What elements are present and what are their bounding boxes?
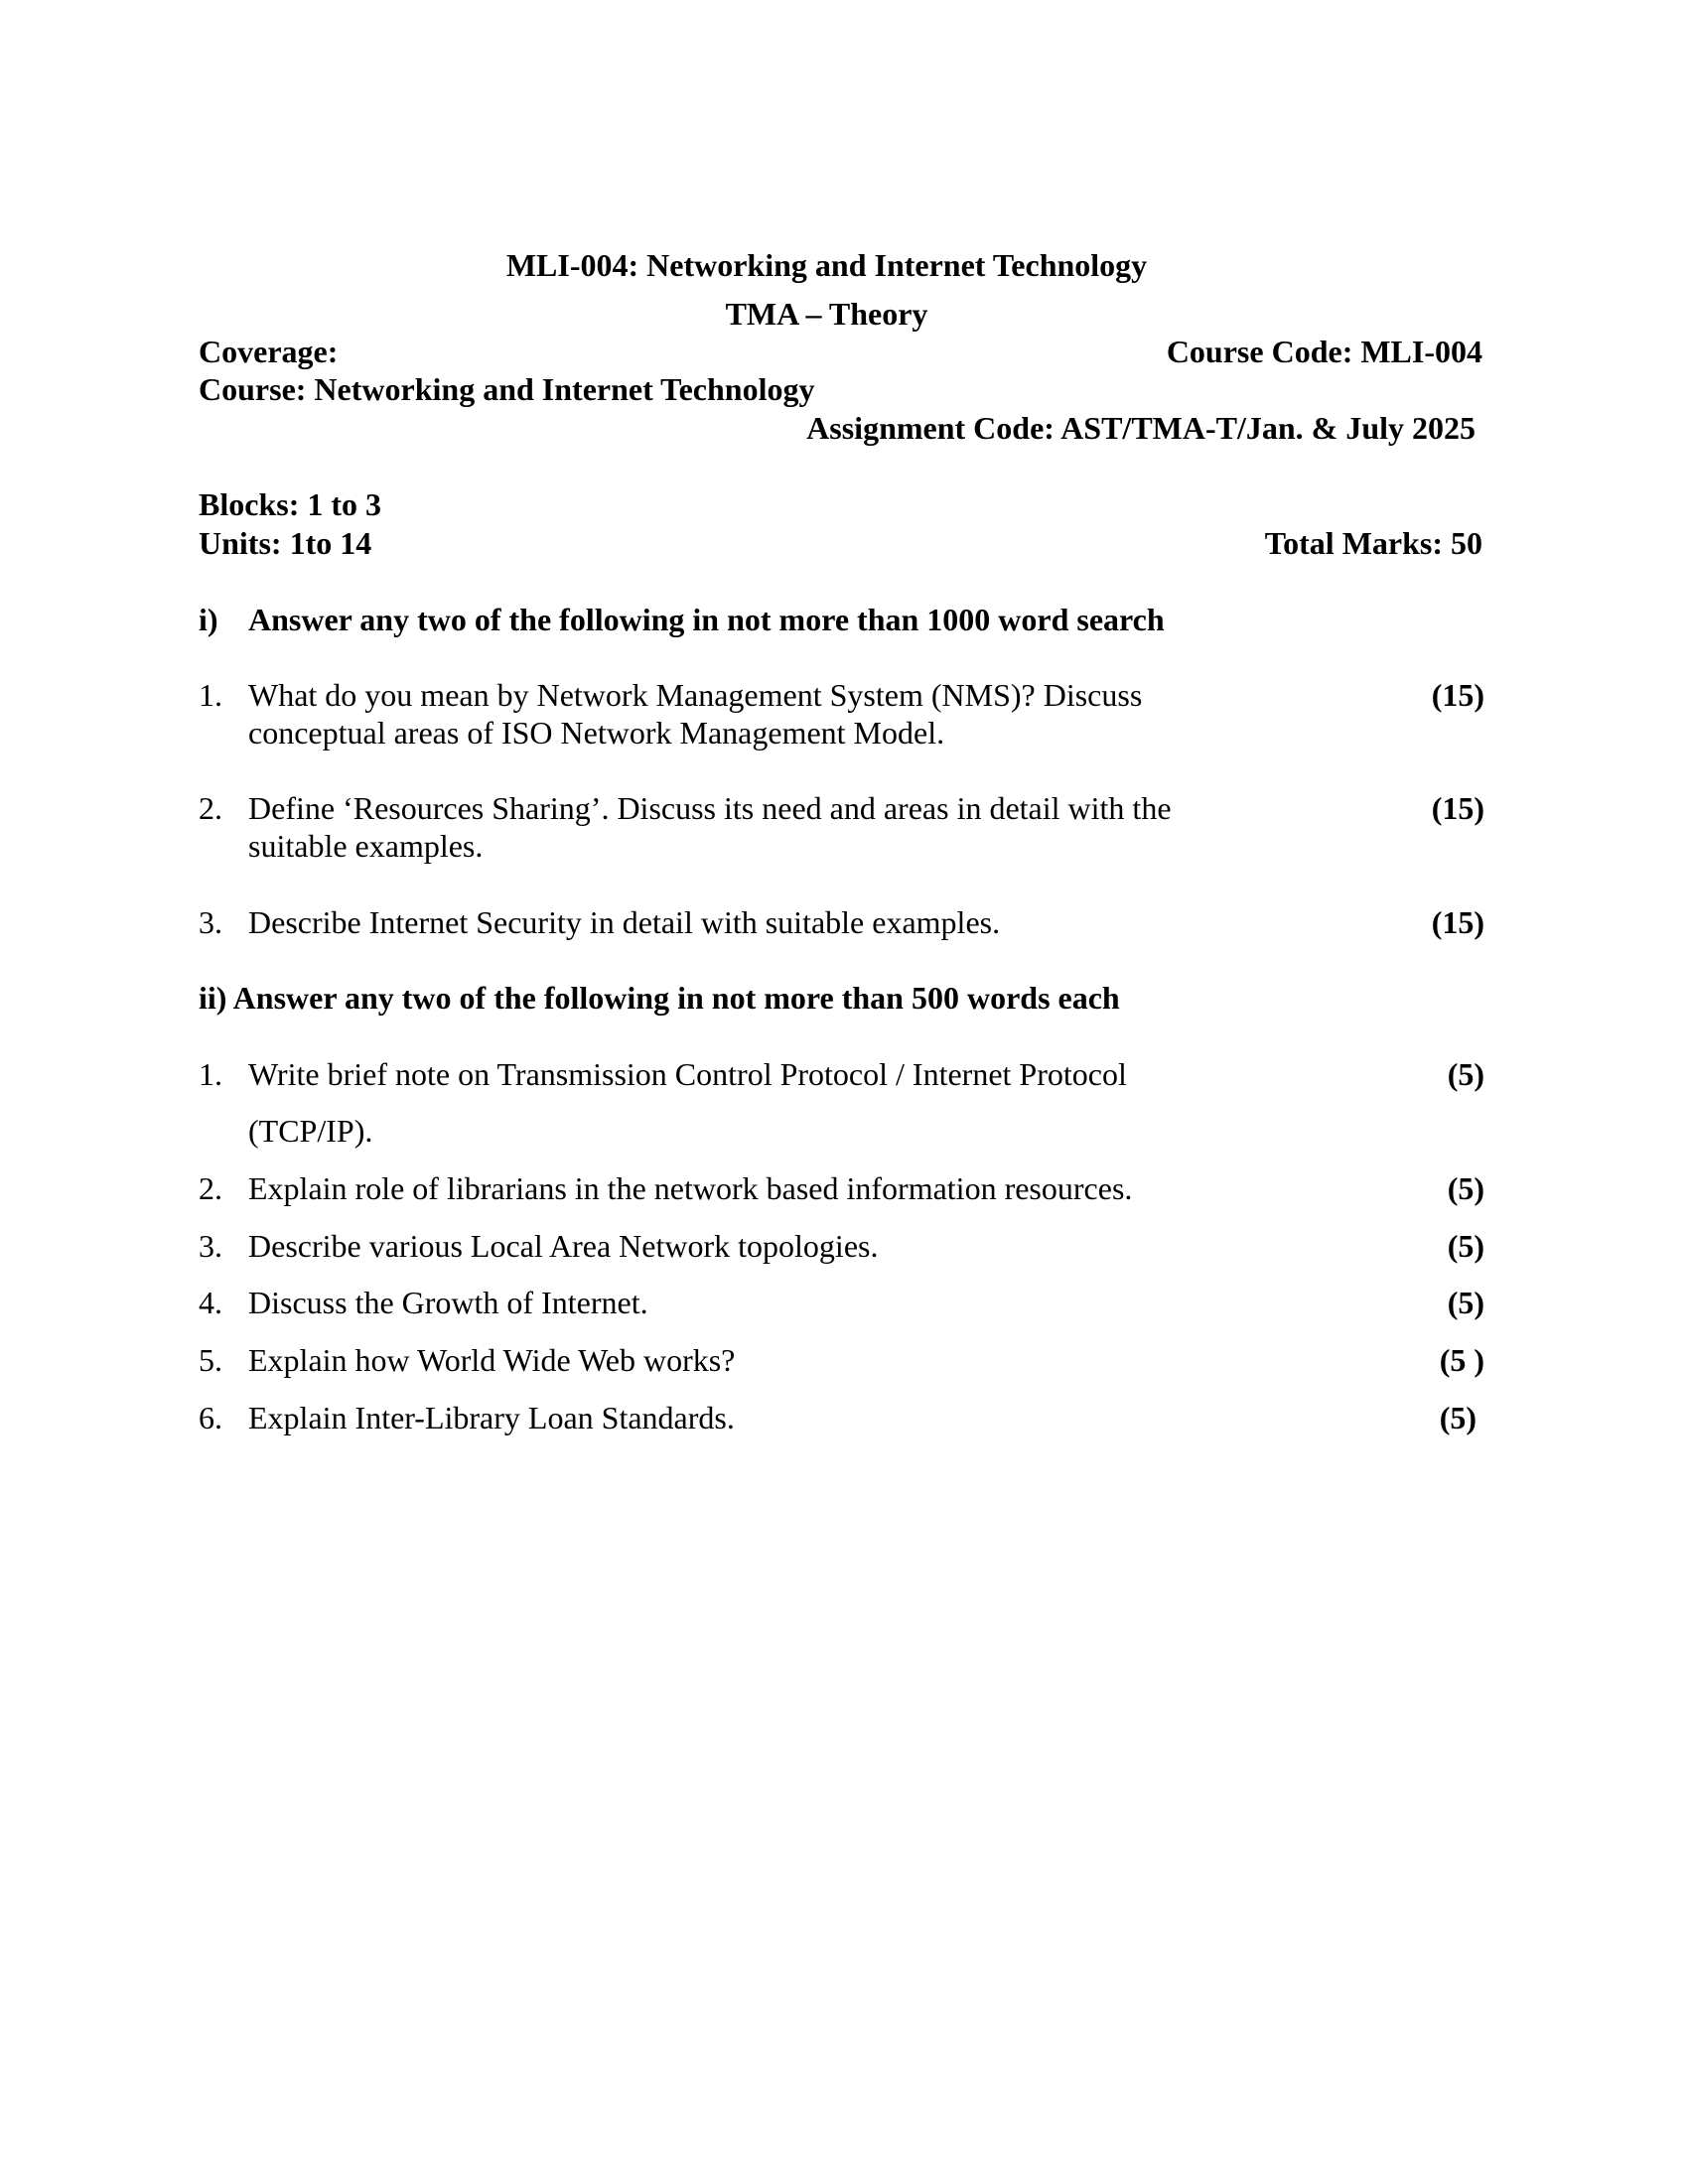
question-marks: (5)	[1447, 1228, 1484, 1264]
course-code: Course Code: MLI-004	[1166, 334, 1482, 369]
coverage-label: Coverage:	[199, 334, 339, 369]
question-number: 6.	[199, 1400, 222, 1435]
section2-question	[199, 1227, 1484, 1267]
question-text: Describe various Local Area Network topologies.	[248, 1228, 879, 1264]
question-number: 3.	[199, 1228, 222, 1264]
question-marks: (5)	[1447, 1170, 1484, 1206]
blocks-info: Blocks: 1 to 3	[199, 486, 381, 522]
document-subtitle: TMA – Theory	[725, 296, 928, 332]
section2-heading: ii) Answer any two of the following in not more than 500 words each	[199, 980, 1120, 1016]
question-number: 2.	[199, 790, 222, 826]
total-marks: Total Marks: 50	[1264, 525, 1482, 561]
section2-question	[199, 1055, 1484, 1151]
question-text-continued: suitable examples.	[248, 828, 484, 864]
question-text: Define ‘Resources Sharing’. Discuss its need and areas in detail with the	[248, 790, 1172, 826]
question-text-continued: conceptual areas of ISO Network Management Model.	[248, 715, 945, 751]
question-number: 3.	[199, 904, 222, 940]
question-text-continued: (TCP/IP).	[248, 1113, 373, 1149]
units-info: Units: 1to 14	[199, 525, 372, 561]
section2-question	[199, 1284, 1484, 1323]
section1-heading: Answer any two of the following in not more than 1000 word search	[248, 602, 1165, 637]
section1-question	[199, 676, 1484, 753]
section2-question	[199, 1169, 1484, 1209]
section2-question	[199, 1399, 1477, 1438]
question-marks: (5)	[1439, 1400, 1477, 1435]
question-text: Write brief note on Transmission Control Protocol / Internet Protocol	[248, 1056, 1127, 1092]
question-text: Explain how World Wide Web works?	[248, 1342, 736, 1378]
question-marks: (5)	[1447, 1285, 1484, 1320]
question-marks: (15)	[1431, 904, 1484, 940]
question-marks: (5)	[1447, 1056, 1484, 1092]
assignment-code: Assignment Code: AST/TMA-T/Jan. & July 2025	[806, 410, 1476, 446]
question-number: 1.	[199, 1056, 222, 1092]
document-title: MLI-004: Networking and Internet Technology	[505, 247, 1148, 283]
section1-label: i)	[199, 602, 218, 637]
section1-question	[199, 789, 1484, 867]
section2-question	[199, 1341, 1484, 1381]
question-number: 2.	[199, 1170, 222, 1206]
question-number: 4.	[199, 1285, 222, 1320]
course-name: Course: Networking and Internet Technology	[199, 371, 815, 407]
question-number: 5.	[199, 1342, 222, 1378]
question-text: Explain role of librarians in the network based information resources.	[248, 1170, 1133, 1206]
question-text: Discuss the Growth of Internet.	[248, 1285, 648, 1320]
question-marks: (5 )	[1439, 1342, 1484, 1378]
question-text: Explain Inter-Library Loan Standards.	[248, 1400, 735, 1435]
section1-question	[199, 903, 1484, 943]
question-marks: (15)	[1431, 677, 1484, 713]
question-text: Describe Internet Security in detail with suitable examples.	[248, 904, 1001, 940]
question-marks: (15)	[1431, 790, 1484, 826]
question-text: What do you mean by Network Management System (NMS)? Discuss	[248, 677, 1143, 713]
question-number: 1.	[199, 677, 222, 713]
